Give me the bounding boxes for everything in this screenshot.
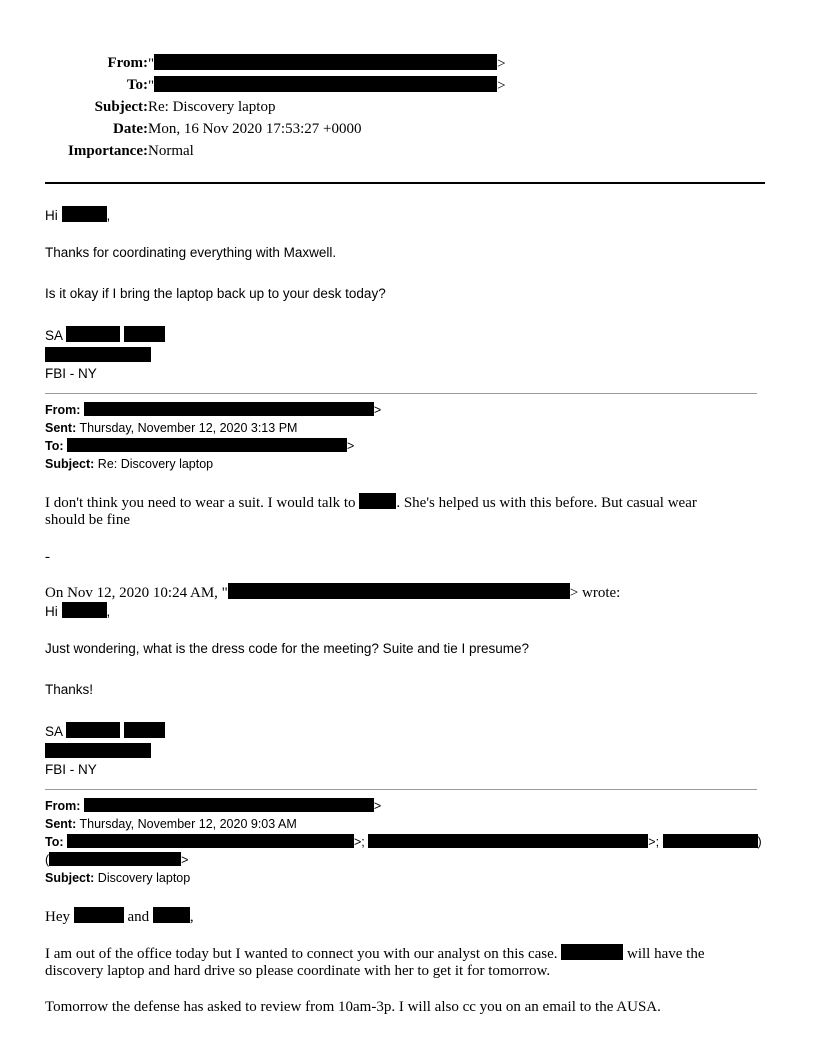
reply-line-1: Thanks for coordinating everything with Maxwell. (45, 245, 337, 260)
header-subject-value: Re: Discovery laptop (148, 99, 276, 115)
redaction-block (66, 722, 120, 738)
msg3-para2: Tomorrow the defense has asked to review from 10am-3p. I will also cc you on an email to the AUSA. (45, 999, 661, 1015)
header-from-quote: " (148, 56, 155, 72)
msg3-sent-row: Sent: Thursday, November 12, 2020 9:03 AM (45, 817, 297, 831)
header-subject-label: Subject: (94, 99, 148, 115)
redaction-block (67, 438, 347, 452)
message-divider (45, 789, 757, 790)
reply-signature-name: SA (45, 326, 165, 343)
msg2-dash: - (45, 549, 50, 565)
header-date-label: Date: (113, 121, 148, 137)
redaction-block (663, 834, 758, 848)
redaction-block (84, 402, 374, 416)
redaction-block (49, 852, 181, 866)
header-to-close: > (497, 78, 506, 94)
header-importance-label: Importance: (68, 143, 148, 159)
msg3-from-row: From: > (45, 799, 382, 813)
redaction-block (45, 743, 151, 758)
redaction-block (561, 944, 623, 960)
redaction-block (62, 602, 107, 618)
reply-signature-org: FBI - NY (45, 366, 97, 381)
quote-line-1: Just wondering, what is the dress code for the meeting? Suite and tie I presume? (45, 641, 530, 656)
msg2-from-row: From: > (45, 403, 382, 417)
msg2-to-row: To: > (45, 439, 355, 453)
header-importance-value: Normal (148, 143, 194, 159)
msg2-subject-row: Subject: Re: Discovery laptop (45, 457, 214, 471)
redaction-block (124, 722, 165, 738)
msg3-salutation: Hey and , (45, 909, 194, 925)
msg3-para1-line2: discovery laptop and hard drive so please coordinate with her to get it for tomorrow. (45, 963, 551, 979)
redaction-block (74, 907, 124, 923)
redaction-block (62, 206, 107, 222)
quote-signature-title (45, 743, 151, 759)
msg3-para1-line1: I am out of the office today but I wanted to connect you with our analyst on this case. will have the (45, 946, 705, 962)
redaction-block (84, 798, 374, 812)
header-from-label: From: (107, 55, 148, 71)
redaction-block (66, 326, 120, 342)
quote-signature-org: FBI - NY (45, 762, 97, 777)
redaction-block (154, 76, 497, 92)
redaction-block (228, 583, 570, 599)
redaction-block (67, 834, 354, 848)
header-date-value: Mon, 16 Nov 2020 17:53:27 +0000 (148, 121, 362, 137)
msg3-to-row: To: >; >; ) (45, 835, 762, 849)
msg3-subject-row: Subject: Discovery laptop (45, 871, 191, 885)
redaction-block (368, 834, 648, 848)
reply-greeting: Hi , (45, 208, 111, 223)
msg2-sent-row: Sent: Thursday, November 12, 2020 3:13 PM (45, 421, 298, 435)
msg2-line-1: I don't think you need to wear a suit. I would talk to . She's helped us with this before. But casual wear (45, 495, 697, 511)
reply-signature-title (45, 347, 151, 363)
redaction-block (153, 907, 190, 923)
msg2-line-2: should be fine (45, 512, 130, 528)
header-to-label: To: (126, 77, 148, 93)
header-to-quote: " (148, 78, 155, 94)
quote-thanks: Thanks! (45, 682, 94, 697)
quote-greeting: Hi , (45, 604, 111, 619)
msg2-quote-attribution: On Nov 12, 2020 10:24 AM, " > wrote: (45, 585, 621, 601)
redaction-block (124, 326, 165, 342)
header-from-close: > (497, 56, 506, 72)
reply-line-2: Is it okay if I bring the laptop back up to your desk today? (45, 286, 386, 301)
quote-signature-name: SA (45, 722, 165, 739)
msg3-to-row-continued: ( > (45, 853, 189, 867)
redaction-block (45, 347, 151, 362)
message-divider (45, 393, 757, 394)
redaction-block (359, 493, 396, 509)
redaction-block (154, 54, 497, 70)
header-divider (45, 182, 765, 184)
